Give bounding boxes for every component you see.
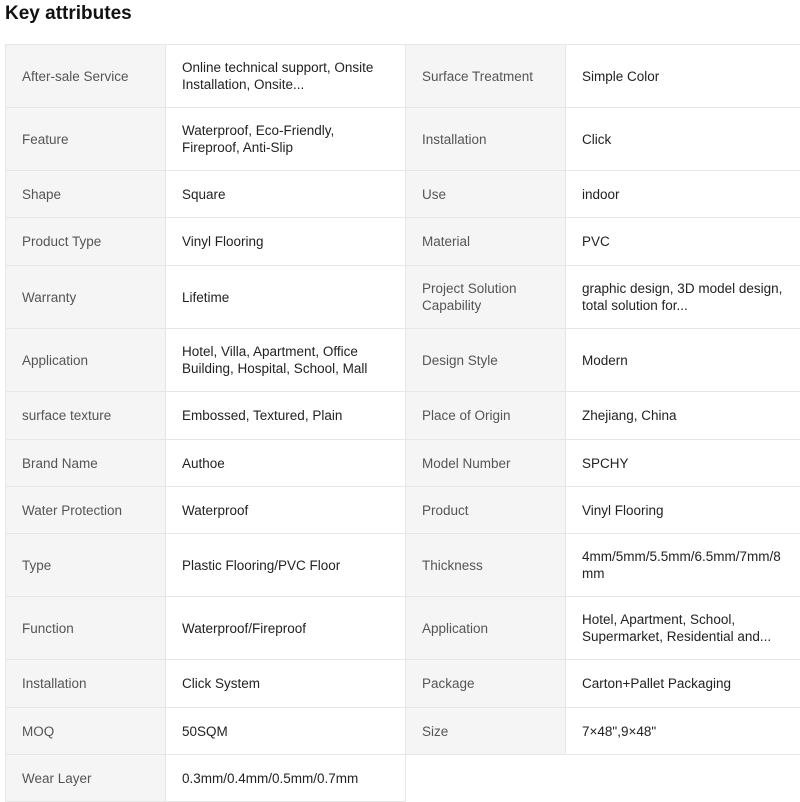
attribute-value: Square: [166, 171, 406, 218]
attribute-label: Material: [406, 218, 566, 266]
attribute-value: Embossed, Textured, Plain: [166, 392, 406, 440]
attribute-value: Online technical support, Onsite Installation, Onsite...: [166, 45, 406, 108]
attribute-value: Simple Color: [566, 45, 800, 108]
attribute-label: Brand Name: [6, 440, 166, 487]
attribute-value: graphic design, 3D model design, total solution for...: [566, 266, 800, 329]
attribute-value: Modern: [566, 329, 800, 392]
attribute-label: Size: [406, 708, 566, 755]
table-row: [6, 660, 800, 708]
section-title: Key attributes: [5, 0, 132, 28]
attribute-label: Feature: [6, 108, 166, 171]
attribute-value: Waterproof, Eco-Friendly, Fireproof, Anti-Slip: [166, 108, 406, 171]
table-row: [6, 171, 800, 218]
attribute-label: surface texture: [6, 392, 166, 440]
attribute-value: Authoe: [166, 440, 406, 487]
attribute-label: Thickness: [406, 534, 566, 597]
table-row: [6, 266, 800, 329]
attribute-label: Application: [406, 597, 566, 660]
table-row: [6, 440, 800, 487]
attribute-value: Hotel, Villa, Apartment, Office Building, Hospital, School, Mall: [166, 329, 406, 392]
attribute-label: Function: [6, 597, 166, 660]
table-row: [6, 392, 800, 440]
attribute-value: 50SQM: [166, 708, 406, 755]
attribute-value: Waterproof/Fireproof: [166, 597, 406, 660]
attribute-value: Click System: [166, 660, 406, 708]
attribute-label: Application: [6, 329, 166, 392]
attribute-label: Product Type: [6, 218, 166, 266]
attribute-label: Use: [406, 171, 566, 218]
table-row: [6, 329, 800, 392]
attribute-value: 7×48",9×48": [566, 708, 800, 755]
key-attributes-table: [5, 44, 800, 802]
attribute-value: 4mm/5mm/5.5mm/6.5mm/7mm/8mm: [566, 534, 800, 597]
empty-cell: [566, 755, 800, 802]
attribute-value: 0.3mm/0.4mm/0.5mm/0.7mm: [166, 755, 406, 802]
attribute-label: Surface Treatment: [406, 45, 566, 108]
attribute-label: Installation: [406, 108, 566, 171]
attribute-value: Zhejiang, China: [566, 392, 800, 440]
attribute-label: Place of Origin: [406, 392, 566, 440]
attribute-label: Water Protection: [6, 487, 166, 534]
attribute-value: Hotel, Apartment, School, Supermarket, Residential and...: [566, 597, 800, 660]
table-row: [6, 708, 800, 755]
table-row: [6, 534, 800, 597]
attribute-value: Vinyl Flooring: [566, 487, 800, 534]
table-row: [6, 755, 800, 802]
attribute-value: SPCHY: [566, 440, 800, 487]
table-row: [6, 218, 800, 266]
attribute-value: Vinyl Flooring: [166, 218, 406, 266]
attribute-label: Design Style: [406, 329, 566, 392]
attribute-label: Shape: [6, 171, 166, 218]
attribute-value: Lifetime: [166, 266, 406, 329]
attribute-label: Product: [406, 487, 566, 534]
attribute-label: Model Number: [406, 440, 566, 487]
empty-cell: [406, 755, 566, 802]
attribute-label: MOQ: [6, 708, 166, 755]
attribute-label: Package: [406, 660, 566, 708]
attribute-label: Installation: [6, 660, 166, 708]
attribute-value: indoor: [566, 171, 800, 218]
attribute-label: Wear Layer: [6, 755, 166, 802]
attribute-label: Warranty: [6, 266, 166, 329]
table-row: [6, 487, 800, 534]
attribute-label: After-sale Service: [6, 45, 166, 108]
attribute-label: Type: [6, 534, 166, 597]
attribute-value: Click: [566, 108, 800, 171]
table-row: [6, 45, 800, 108]
attribute-value: Plastic Flooring/PVC Floor: [166, 534, 406, 597]
table-row: [6, 597, 800, 660]
attribute-value: Carton+Pallet Packaging: [566, 660, 800, 708]
attribute-value: PVC: [566, 218, 800, 266]
attribute-value: Waterproof: [166, 487, 406, 534]
attribute-label: Project Solution Capability: [406, 266, 566, 329]
table-row: [6, 108, 800, 171]
